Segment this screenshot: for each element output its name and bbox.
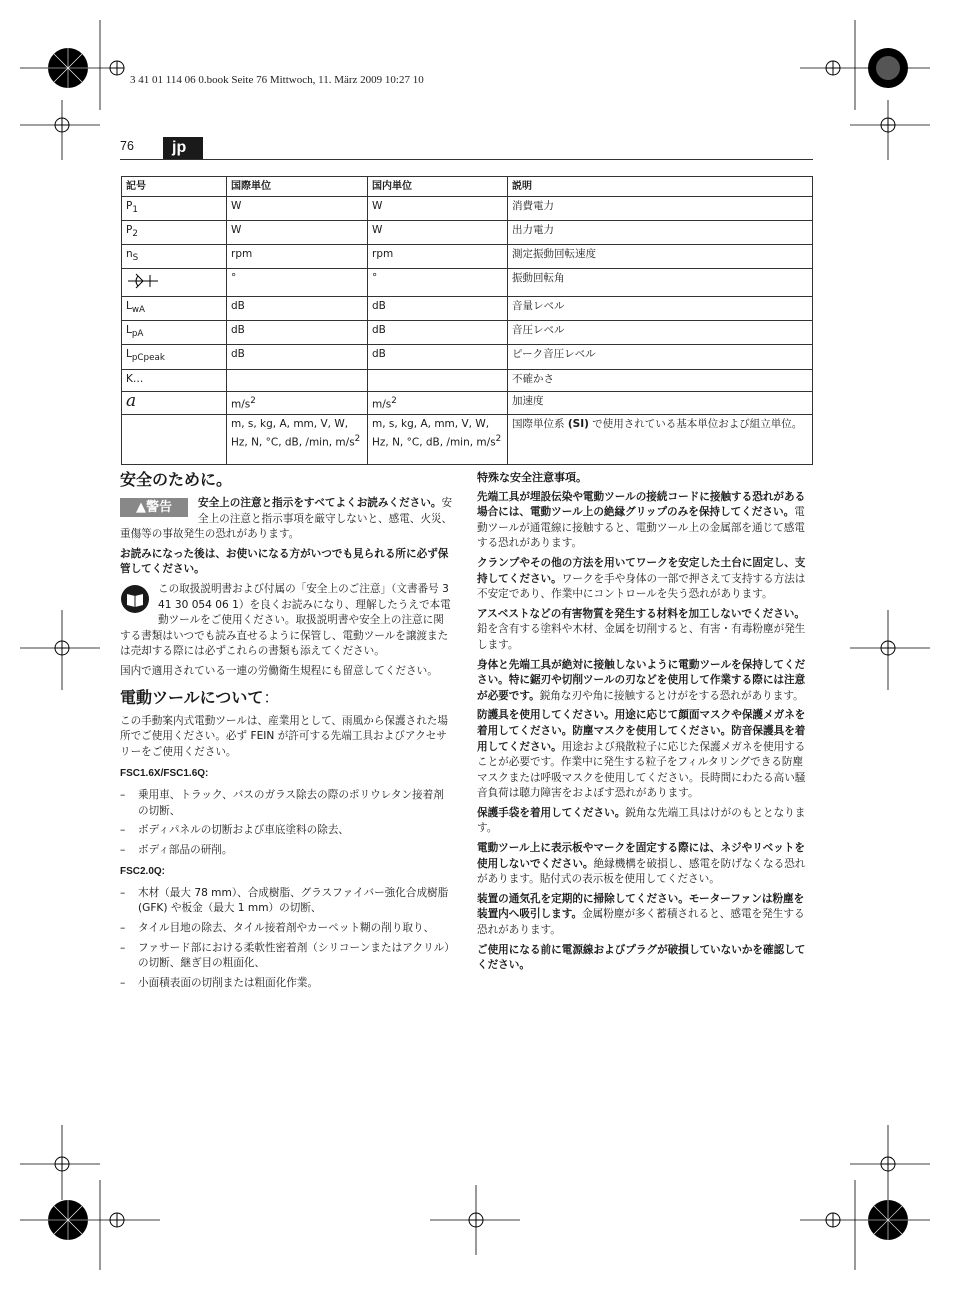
oscillation-angle-icon [126,271,160,289]
list-item: – 木材（最大 78 mm）、合成樹脂、グラスファイバー強化合成樹脂 (GFK) や板金（最大 1 mm）の切断、 [120,886,453,917]
list-item: – タイル目地の除去、タイル接着剤やカーペット糊の削り取り、 [120,921,453,937]
list-item: – 小面積表面の切削または粗面化作業。 [120,976,453,992]
nat-unit-cell: $m/s^2$ [368,391,508,415]
table-row [122,245,813,269]
nat-unit-cell: dB [368,297,508,321]
desc-cell: 国際単位系 (SI) で使用されている基本単位および組立単位。 [508,415,813,465]
table-row [122,345,813,369]
safety-paragraph: ご使用になる前に電源線およびプラグが破損していないかを確認してください。 [477,943,806,972]
file-info-header: 3 41 01 114 06 0.book Seite 76 Mittwoch, 11. März 2009 10:27 10 [130,74,424,86]
table-row [122,321,813,345]
symbol-cell: $P_1$ [122,197,227,221]
intl-unit-cell: W [227,197,368,221]
safety-paragraph: アスベストなどの有害物質を発生する材料を加工しないでください。鉛を含有する塗料や木材、金属を切削すると、有害・有毒粉塵が発生します。 [477,607,806,651]
symbol-cell [122,269,227,297]
model-heading: FSC1.6X/FSC1.6Q: [120,768,209,780]
safety-paragraph: 装置の通気孔を定期的に掃除してください。モーターファンは粉塵を装置内へ吸引します。金属粉塵が多く蓄積されると、感電を発生する恐れがあります。 [477,892,805,937]
table-row [122,297,813,321]
warning-triangle-icon: ▲ [135,500,146,515]
desc-cell: 加速度 [508,391,813,415]
symbol-cell: $n_S$ [122,245,227,269]
table-row [122,221,813,245]
intl-unit-cell: dB [227,345,368,369]
intl-unit-cell: rpm [227,245,368,269]
symbol-cell: $L_{pA}$ [122,321,227,345]
safety-title: 安全のために。 [120,470,233,489]
symbol-cell: $P_2$ [122,221,227,245]
nat-unit-cell: rpm [368,245,508,269]
list-item: – 乗用車、トラック、バスのガラス除去の際のポリウレタン接着剤の切断、 [120,788,453,819]
intl-unit-cell: dB [227,321,368,345]
nat-unit-cell: W [368,221,508,245]
desc-cell: 音量レベル [508,297,813,321]
language-tab: jp [163,137,203,159]
safety-paragraph: 先端工具が埋設伝染や電動ツールの接続コードに接触する恐れがある場合には、電動ツール上の絶縁グリップのみを保持してください。電動ツールが通電線に接触すると、電動ツール上の金属部を通じて感電する恐れがあります。 [477,490,806,550]
symbol-cell: $L_{pCpeak}$ [122,345,227,369]
symbol-cell: K… [122,369,227,391]
desc-cell: 測定振動回転速度 [508,245,813,269]
desc-cell: 消費電力 [508,197,813,221]
right-column [477,470,810,978]
intl-unit-cell: W [227,221,368,245]
tool-intro: この手動案内式電動ツールは、産業用として、雨風から保護された場所でご使用ください。必ず FEIN が許可する先端工具およびアクセサリーをご使用ください。 [120,714,448,758]
table-row [122,197,813,221]
manual-paragraph: この取扱説明書および付属の「安全上のご注意」（文書番号 3 41 30 054 06 1）を良くお読みになり、理解したうえで本電動ツールをご使用ください。取扱説明書や安全上の注意に関する書類はいつでも読み直せるように保管し、電動ツールを譲渡または売却する際には必ずこれらの書類も添えてください。 [120,582,451,658]
special-safety-title: 特殊な安全注意事項。 [477,471,587,484]
nat-unit-cell: dB [368,321,508,345]
table-row [122,415,813,465]
warning-badge: ▲警告 [120,498,188,517]
safety-paragraph: クランプやその他の方法を用いてワークを安定した土台に固定し、支持してください。ワークを手や身体の一部で押さえて支持する方法は不安定であり、作業中にコントロールを失う恐れがあります。 [477,556,806,601]
safety-paragraph: 身体と先端工具が絶対に接触しないように電動ツールを保持してください。特に鋸刃や切削ツールの刃などを使用して作業する際には注意が必要です。鋭角な刃や角に接触するとけがをする恐れがあります。 [477,658,806,702]
desc-cell: 音圧レベル [508,321,813,345]
desc-cell: 不確かさ [508,369,813,391]
intl-unit-cell: m, s, kg, A, mm, V, W, Hz, N, °C, dB, /min, $m/s^2$ [227,415,368,465]
header-rule [120,159,813,160]
safety-paragraph: 防護具を使用してください。用途に応じて顔面マスクや保護メガネを着用してください。防塵マスクを使用してください。防音保護具を着用してください。用途および飛散粒子に応じた保護メガネを使用することが必要です。作業中に発生する粒子をフィルタリングできる防塵マスクまたは呼吸マスクを使用してください。長時間にわたる高い騒音負荷は聴力障害をおよぼす恐れがあります。 [477,709,806,800]
page-number: 76 [120,139,134,153]
keep-manual-note: お読みになった後は、お使いになる方がいつでも見られる所に必ず保管してください。 [120,547,449,576]
table-row [122,269,813,297]
col-header: 国際単位 [227,177,368,197]
regulation-paragraph: 国内で適用されている一連の労働衛生規程にも留意してください。 [120,664,438,677]
safety-paragraph: 保護手袋を着用してください。鋭角な先端工具はけがのもととなります。 [477,806,806,835]
col-header: 国内単位 [368,177,508,197]
list-item: – ファサード部における柔軟性密着剤（シリコーンまたはアクリル）の切断、継ぎ目の粗面化、 [120,941,453,972]
nat-unit-cell: ° [368,269,508,297]
col-header: 記号 [122,177,227,197]
desc-cell: 振動回転角 [508,269,813,297]
nat-unit-cell [368,369,508,391]
col-header: 説明 [508,177,813,197]
intl-unit-cell: ° [227,269,368,297]
tool-title: 電動ツールについて： [120,687,280,707]
desc-cell: ピーク音圧レベル [508,345,813,369]
safety-paragraph: 電動ツール上に表示板やマークを固定する際には、ネジやリベットを使用しないでください。絶縁機構を破損し、感電を防げなくなる恐れがあります。貼付式の表示板を使用してください。 [477,842,806,886]
intl-unit-cell: $m/s^2$ [227,391,368,415]
units-table [121,176,813,465]
table-header-row [122,177,813,197]
table-row [122,369,813,391]
intl-unit-cell: dB [227,297,368,321]
nat-unit-cell: m, s, kg, A, mm, V, W, Hz, N, °C, dB, /min, $m/s^2$ [368,415,508,465]
model-heading: FSC2.0Q: [120,866,166,878]
warning-paragraph: ▲警告 安全上の注意と指示をすべてよくお読みください。安全上の注意と指示事項を厳守しないと、感電、火災、重傷等の事故発生の恐れがあります。 [120,497,453,541]
nat-unit-cell: dB [368,345,508,369]
table-row [122,391,813,415]
read-manual-icon [120,584,150,614]
symbol-cell: a [122,391,227,415]
list-item: – ボディパネルの切断および車底塗料の除去、 [120,823,453,839]
list-item: – ボディ部品の研削。 [120,843,453,859]
nat-unit-cell: W [368,197,508,221]
intl-unit-cell [227,369,368,391]
symbol-cell: $L_{wA}$ [122,297,227,321]
desc-cell: 出力電力 [508,221,813,245]
left-column [120,470,453,995]
symbol-cell [122,415,227,465]
